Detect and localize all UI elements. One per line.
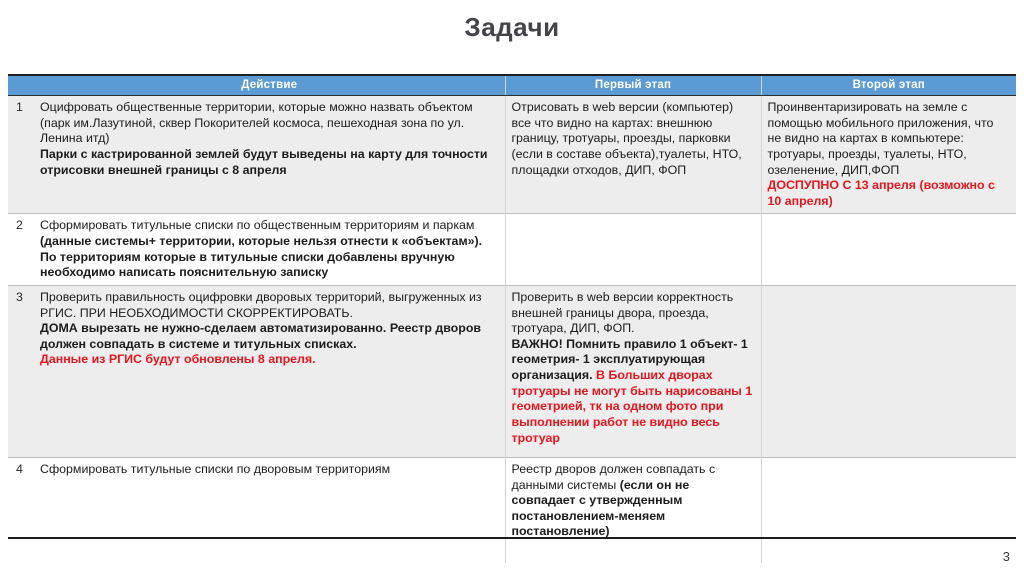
action-text-normal: Сформировать титульные списки по дворовым территориям xyxy=(40,461,391,476)
row-stage-one-cell xyxy=(505,457,761,563)
column-header-action: Действие xyxy=(34,75,505,96)
row-stage-two-cell xyxy=(761,457,1016,563)
action-text-bold: Парки с кастрированной землей будут выведены на карту для точности отрисовки внешней границы с 8 апреля xyxy=(40,146,488,177)
action-text-normal: Сформировать титульные списки по общественным территориям и паркам xyxy=(40,218,475,233)
stage-one-text-normal: Отрисовать в web версии (компьютер) все что видно на картах: внешнюю границу, тротуары, проезды, парковки (если в составе объекта),туалеты, НТО, площадки отходов, ДИП, ФОП xyxy=(511,100,742,177)
tasks-table-container xyxy=(8,74,1016,563)
page-number: 3 xyxy=(1002,549,1010,564)
row-stage-one-cell xyxy=(505,285,761,457)
row-action-cell xyxy=(34,214,505,286)
action-text-bold: (данные системы+ территории, которые нельзя отнести к «объектам»). По территориям которые в титульные списки добавлены вручную необходимо написать пояснительную записку xyxy=(40,234,483,280)
row-stage-one-cell xyxy=(505,96,761,214)
stage-one-text-alert: В Больших дворах тротуары не могут быть нарисованы 1 геометрией, тк на одном фото при выполнении работ не видно весь тротуар xyxy=(511,368,753,445)
table-row xyxy=(8,214,1016,286)
row-action-cell xyxy=(34,285,505,457)
tasks-table xyxy=(8,74,1016,563)
action-text-normal: Проверить правильность оцифровки дворовых территорий, выгруженных из РГИС. ПРИ НЕОБХОДИМОСТИ СКОРРЕКТИРОВАТЬ. xyxy=(40,289,482,320)
action-text-normal: Оцифровать общественные территории, которые можно назвать объектом (парк им.Лазутиной, сквер Покорителей космоса, пешеходная зона по ул. Ленина итд) xyxy=(40,100,473,146)
action-text-bold: ДОМА вырезать не нужно-сделаем автоматизированно. Реестр дворов должен совпадать в системе и титульных списках. xyxy=(40,321,482,351)
stage-one-text-bold: ВАЖНО! Помнить правило 1 объект- 1 геометрия- 1 эксплуатирующая организация. xyxy=(511,336,748,382)
row-number: 1 xyxy=(8,96,34,214)
stage-one-text-normal: Реестр дворов должен совпадать с данными системы xyxy=(511,461,716,492)
page-title: Задачи xyxy=(464,12,560,42)
table-row xyxy=(8,96,1016,214)
row-number: 3 xyxy=(8,285,34,457)
row-stage-two-cell xyxy=(761,96,1016,214)
row-stage-two-cell xyxy=(761,214,1016,286)
row-number: 2 xyxy=(8,214,34,286)
stage-one-text-normal: Проверить в web версии корректность внешней границы двора, проезда, тротуара, ДИП, ФОП. xyxy=(511,289,734,336)
stage-two-text-alert: ДОСПУПНО С 13 апреля (возможно с 10 апреля) xyxy=(767,178,995,208)
action-text-alert: Данные из РГИС будут обновлены 8 апреля. xyxy=(40,352,316,367)
row-stage-two-cell xyxy=(761,285,1016,457)
table-row xyxy=(8,457,1016,563)
stage-one-text-bold: (если он не совпадает с утвержденным постановлением-меняем постановление) xyxy=(511,477,690,539)
column-header-stage-one: Первый этап xyxy=(505,75,761,96)
stage-two-text-normal: Проинвентаризировать на земле с помощью мобильного приложения, что не видно на картах в компьютере: тротуары, проезды, туалеты, НТО, озеленение, ДИП,ФОП xyxy=(767,100,994,177)
table-header xyxy=(8,75,1016,96)
column-header-stage-two: Второй этап xyxy=(761,75,1016,96)
table-body xyxy=(8,96,1016,564)
column-header-number xyxy=(8,75,34,96)
table-header-row xyxy=(8,75,1016,96)
row-stage-one-cell xyxy=(505,214,761,286)
footer-divider xyxy=(8,537,1016,539)
row-number: 4 xyxy=(8,457,34,563)
row-action-cell xyxy=(34,457,505,563)
table-row xyxy=(8,285,1016,457)
row-action-cell xyxy=(34,96,505,214)
